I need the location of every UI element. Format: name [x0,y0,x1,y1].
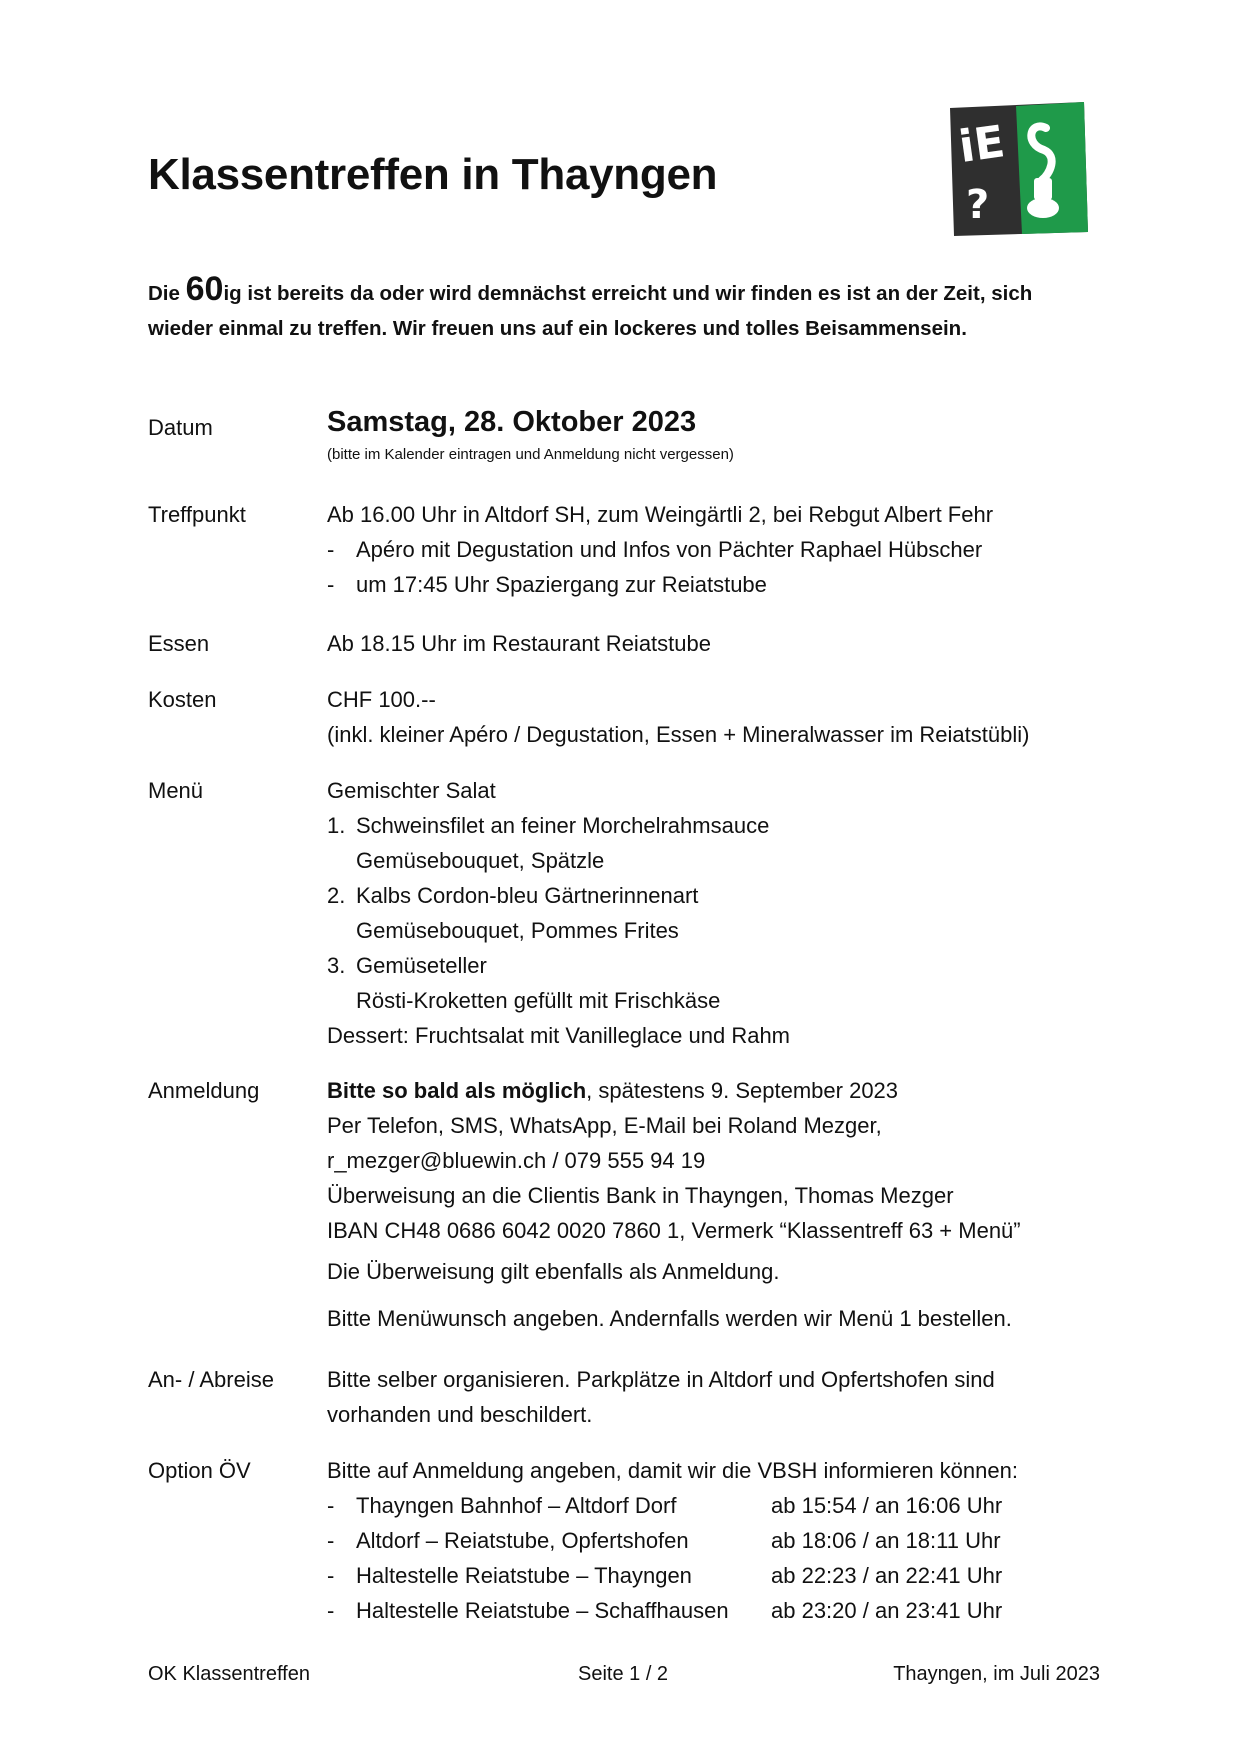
list-item: - Haltestelle Reiatstube – Schaffhausen ab 23:20 / an 23:41 Uhr [327,1598,1003,1623]
label-datum: Datum [148,415,213,440]
menu-option-3-side: Rösti-Kroketten gefüllt mit Frischkäse [356,988,721,1013]
label-essen: Essen [148,631,210,656]
menu-option-3: 3. Gemüseteller [327,953,487,978]
intro-line-1 [148,270,1108,311]
anmeldung-contact: Per Telefon, SMS, WhatsApp, E-Mail bei Roland Mezger, [327,1113,882,1138]
footer-page-number: Seite 1 / 2 [578,1663,669,1685]
menu-option-1-side: Gemüsebouquet, Spätzle [356,848,605,873]
intro-prefix: Die [148,282,186,305]
label-anreise: An- / Abreise [148,1367,274,1392]
list-item: - Thayngen Bahnhof – Altdorf Dorf ab 15:54 / an 16:06 Uhr [327,1493,1003,1518]
menu-option-2-side: Gemüsebouquet, Pommes Frites [356,918,679,943]
anmeldung-iban: IBAN CH48 0686 6042 0020 7860 1, Vermerk “Klassentreff 63 + Menü” [327,1218,1021,1243]
svg-text:?: ? [966,182,990,228]
anmeldung-bank: Überweisung an die Clientis Bank in Thayngen, Thomas Mezger [327,1183,954,1208]
intro-line-1-text: ig ist bereits da oder wird demnächst erreicht und wir finden es ist an der Zeit, sich [223,282,1033,305]
date-note: (bitte im Kalender eintragen und Anmeldung nicht vergessen) [327,446,734,463]
anmeldung-deadline: Bitte so bald als möglich, spätestens 9. September 2023 [327,1078,899,1103]
label-anmeldung: Anmeldung [148,1078,260,1103]
label-menu: Menü [148,778,204,803]
page-title: Klassentreffen in Thayngen [148,150,718,199]
menu-option-2: 2. Kalbs Cordon-bleu Gärtnerinnenart [327,883,699,908]
event-date: Samstag, 28. Oktober 2023 [327,406,697,438]
label-kosten: Kosten [148,687,217,712]
label-oev: Option ÖV [148,1458,251,1483]
svg-text:iE: iE [955,116,1008,174]
menu-starter: Gemischter Salat [327,778,496,803]
class-logo-icon [946,100,1092,238]
anreise-line-1: Bitte selber organisieren. Parkplätze in Altdorf und Opfertshofen sind [327,1367,995,1392]
treffpunkt-main: Ab 16.00 Uhr in Altdorf SH, zum Weingärtli 2, bei Rebgut Albert Fehr [327,502,994,527]
intro-line-2: wieder einmal zu treffen. Wir freuen uns auf ein lockeres und tolles Beisammensein. [148,317,967,340]
label-treffpunkt: Treffpunkt [148,502,246,527]
oev-intro: Bitte auf Anmeldung angeben, damit wir die VBSH informieren können: [327,1458,1018,1483]
list-item: - Haltestelle Reiatstube – Thayngen ab 22:23 / an 22:41 Uhr [327,1563,1003,1588]
anmeldung-menu-note: Bitte Menüwunsch angeben. Andernfalls werden wir Menü 1 bestellen. [327,1306,1012,1331]
anreise-line-2: vorhanden und beschildert. [327,1402,593,1427]
menu-option-1: 1. Schweinsfilet an feiner Morchelrahmsauce [327,813,770,838]
list-item: - Apéro mit Degustation und Infos von Pächter Raphael Hübscher [327,537,983,562]
list-item: - Altdorf – Reiatstube, Opfertshofen ab 18:06 / an 18:11 Uhr [327,1528,1001,1553]
anmeldung-payment-note: Die Überweisung gilt ebenfalls als Anmeldung. [327,1259,780,1284]
essen-text: Ab 18.15 Uhr im Restaurant Reiatstube [327,631,711,656]
list-item: - um 17:45 Uhr Spaziergang zur Reiatstube [327,572,767,597]
intro-paragraph [148,270,1108,346]
footer-right: Thayngen, im Juli 2023 [893,1663,1100,1685]
intro-highlight: 60 [185,270,224,308]
menu-dessert: Dessert: Fruchtsalat mit Vanilleglace und Rahm [327,1023,791,1048]
kosten-price: CHF 100.-- [327,687,436,712]
anmeldung-email-phone: r_mezger@bluewin.ch / 079 555 94 19 [327,1148,706,1173]
kosten-note: (inkl. kleiner Apéro / Degustation, Essen + Mineralwasser im Reiatstübli) [327,722,1030,747]
footer-left: OK Klassentreffen [148,1663,310,1685]
